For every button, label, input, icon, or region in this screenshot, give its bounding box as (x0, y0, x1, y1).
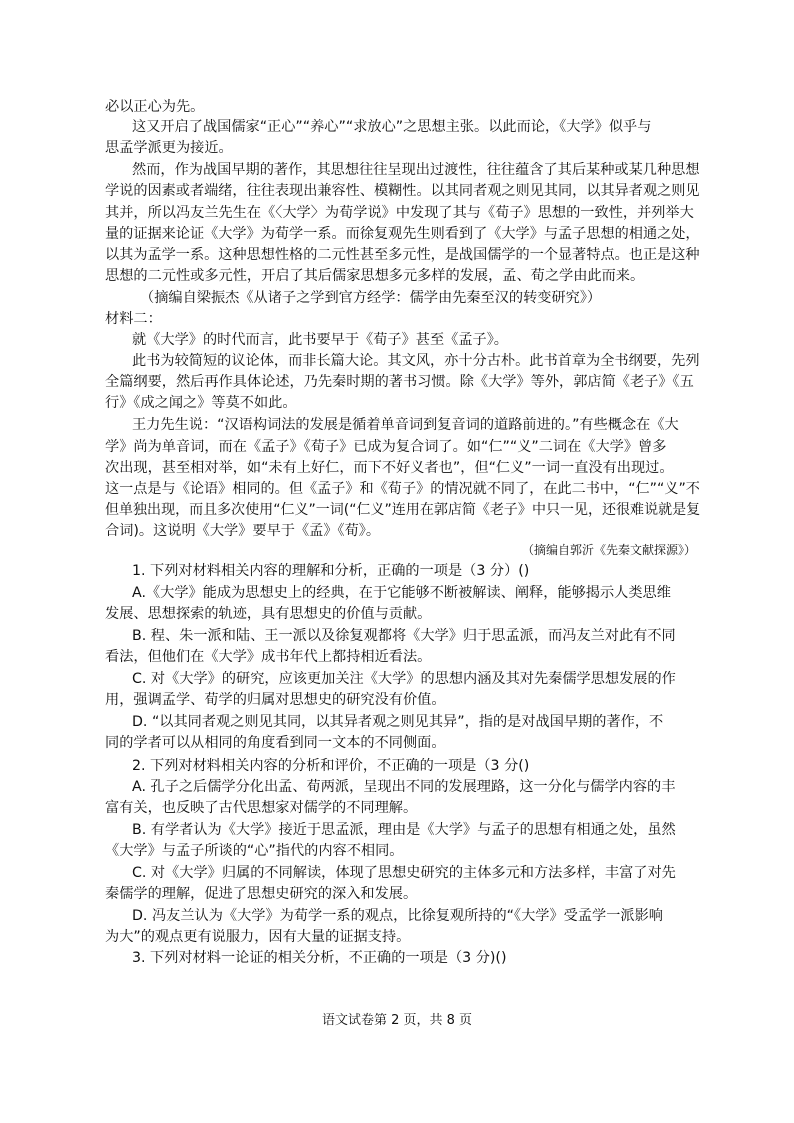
answer-option: B. 有学者认为《大学》接近于思孟派，理由是《大学》与孟子的思想有相通之处，虽然 (132, 822, 676, 838)
answer-option: D. “以其同者观之则见其同，以其异者观之则见其异”，指的是对战国早期的著作，不 (132, 714, 664, 730)
answer-option: A.《大学》能成为思想史上的经典，在于它能够不断被解读、阐释，能够揭示人类思维 (132, 585, 671, 601)
page-footer: 语文试卷第 2 页，共 8 页 (321, 1013, 473, 1028)
text-line: 这又开启了战国儒家“正心”“养心”“求放心”之思想主张。以此而论，《大学》似乎与 (132, 119, 652, 135)
section-heading: 材料二： (105, 311, 162, 327)
text-line: 就《大学》的时代而言，此书要早于《荀子》甚至《孟子》。 (132, 332, 508, 348)
answer-option: 富有关，也反映了古代思想家对儒学的不同理解。 (105, 800, 418, 816)
answer-option: A. 孔子之后儒学分化出孟、荀两派，呈现出不同的发展理路，这一分化与儒学内容的丰 (132, 779, 676, 795)
source-citation: （摘编自郭沂《先秦文献探源》） (522, 543, 697, 557)
text-line: 学说的因素或者端绪，往往表现出兼容性、模糊性。以其同者观之则见其同，以其异者观之则见 (105, 183, 700, 199)
text-line: 合词)。这说明《大学》要早于《孟》《荀》。 (105, 523, 381, 539)
answer-option: C. 对《大学》的研究，应该更加关注《大学》的思想内涵及其对先秦儒学思想发展的作 (132, 671, 676, 687)
answer-option: D. 冯友兰认为《大学》为荀学一系的观点，比徐复观所持的“《大学》受孟学一派影响 (132, 908, 663, 924)
text-line: 次出现，甚至相对举，如“未有上好仁，而下不好义者也”，但“仁义”一词一直没有出现过。 (105, 460, 674, 476)
answer-option: C. 对《大学》归属的不同解读，体现了思想史研究的主体多元和方法多样，丰富了对先 (132, 865, 676, 881)
answer-option: 看法，但他们在《大学》成书年代上都持相近看法。 (105, 649, 432, 665)
text-line: 此书为较简短的议论体，而非长篇大论。其文风，亦十分古朴。此书首章为全书纲要，先列 (132, 353, 700, 369)
answer-option: 为大”的观点更有说服力，因有大量的证据支持。 (105, 929, 411, 945)
answer-option: 秦儒学的理解，促进了思想史研究的深入和发展。 (105, 886, 418, 902)
answer-option: 同的学者可以从相同的角度看到同一文本的不同侧面。 (105, 735, 446, 751)
text-line: 全篇纲要，然后再作具体论述，乃先秦时期的著书习惯。除《大学》等外，郭店简《老子》《五 (105, 374, 694, 390)
text-line: 以其为孟学一系。这种思想性格的二元性甚至多元性，是战国儒学的一个显著特点。也正是这种 (105, 247, 700, 263)
text-line: 其并，所以冯友兰先生在《〈大学〉为荀学说》中发现了其与《荀子》思想的一致性，并列举大 (105, 205, 694, 221)
text-line: 思想的二元性或多元性，开启了其后儒家思想多元多样的发展，孟、荀之学由此而来。 (105, 268, 645, 284)
question-stem: 3. 下列对材料一论证的相关分析，不正确的一项是（3 分)() (132, 950, 507, 966)
answer-option: 用，强调孟学、荀学的归属对思想史的研究没有价值。 (105, 692, 446, 708)
text-line: 王力先生说：“汉语构词法的发展是循着单音词到复音词的道路前进的。”有些概念在《大 (132, 417, 679, 433)
source-citation: （摘编自梁振杰《从诸子之学到官方经学：儒学由先秦至汉的转变研究》） (140, 290, 602, 306)
text-line: 然而，作为战国早期的著作，其思想往往呈现出过渡性，往往蕴含了其后某种或某几种思想 (132, 162, 700, 178)
text-line: 量的证据来论证《大学》为荀学一系。而徐复观先生则看到了《大学》与孟子思想的相通之处， (105, 226, 700, 242)
text-line: 但单独出现，而且多次使用“仁义”一词(“仁义”连用在郭店简《老子》中只一见，还很难说就是复 (105, 502, 701, 518)
text-line: 学》尚为单音词，而在《孟子》《荀子》已成为复合词了。如“仁”“义”二词在《大学》曾多 (105, 439, 667, 455)
question-stem: 1. 下列对材料相关内容的理解和分析，正确的一项是（3 分）() (132, 563, 530, 579)
question-stem: 2. 下列对材料相关内容的分析和评价，不正确的一项是（3 分() (132, 758, 530, 774)
answer-option: 发展、思想探索的轨迹，具有思想史的价值与贡献。 (105, 606, 432, 622)
answer-option: B. 程、朱一派和陆、王一派以及徐复观都将《大学》归于思孟派，而冯友兰对此有不同 (132, 628, 676, 644)
text-line: 必以正心为先。 (105, 99, 205, 115)
text-line: 行》《成之闻之》等莫不如此。 (105, 395, 297, 411)
text-line: 思孟学派更为接近。 (105, 140, 233, 156)
answer-option: 《大学》与孟子所谈的“心”指代的内容不相同。 (105, 843, 404, 859)
text-line: 这一点是与《论语》相同的。但《孟子》和《荀子》的情况就不同了，在此二书中，“仁”“义”不 (105, 481, 700, 497)
